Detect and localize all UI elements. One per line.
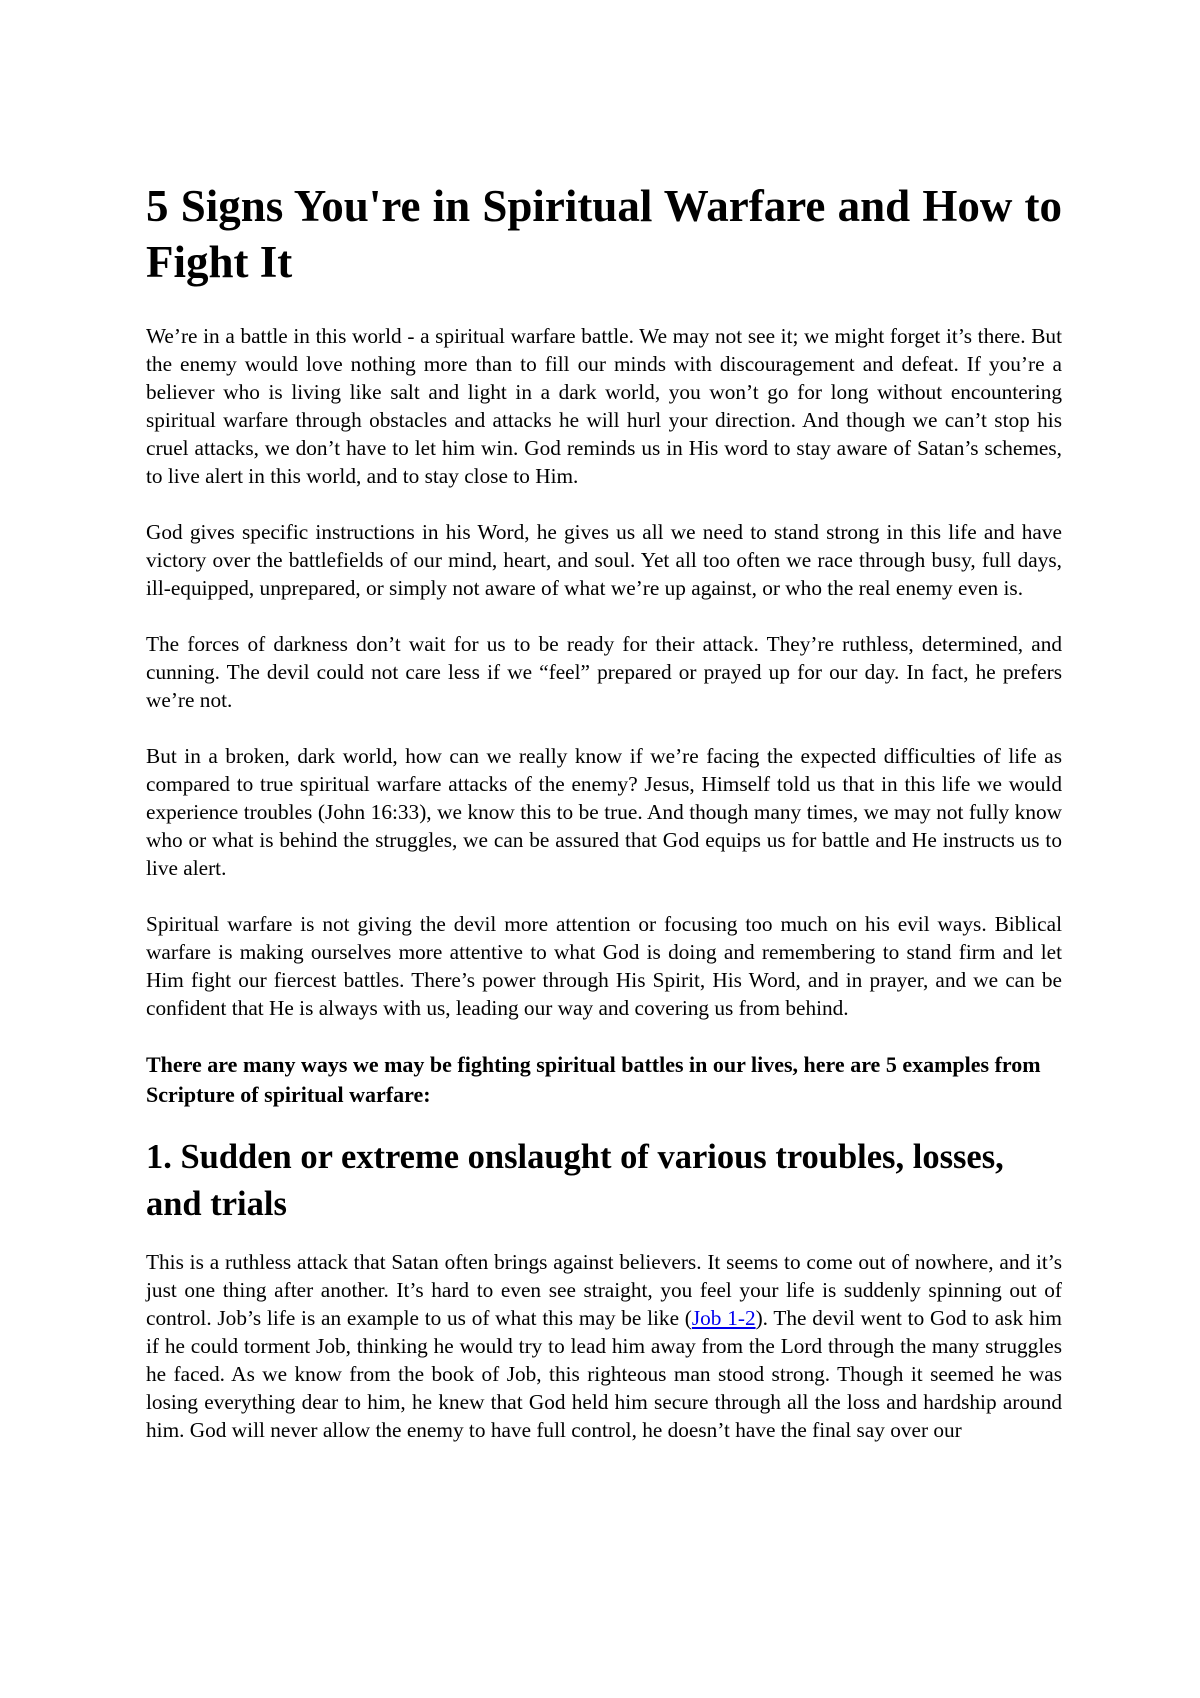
paragraph-broken-world: But in a broken, dark world, how can we really know if we’re facing the expected difficulties of life as compared to true spiritual warfare attacks of the enemy? Jesus, Himself told us that in this life we would experience troubles (John 16:33), we know this to be true. And though many times, we may not fully know who or what is behind the struggles, we can be assured that God equips us for battle and He instructs us to live alert. xyxy=(146,744,1062,880)
paragraph-instructions: God gives specific instructions in his Word, he gives us all we need to stand strong in this life and have victory over the battlefields of our mind, heart, and soul. Yet all too often we race through busy, full days, ill-equipped, unprepared, or simply not aware of what we’re up against, or who the real enemy even is. xyxy=(146,520,1062,600)
paragraph-spiritual-warfare: Spiritual warfare is not giving the devil more attention or focusing too much on his evil ways. Biblical warfare is making ourselves more attentive to what God is doing and remembering to stand firm and let Him fight our fiercest battles. There’s power through His Spirit, His Word, and in prayer, and we can be confident that He is always with us, leading our way and covering us from behind. xyxy=(146,912,1062,1020)
lead-statement: There are many ways we may be fighting spiritual battles in our lives, here are 5 examples from Scripture of spiritual warfare: xyxy=(146,1052,1041,1107)
section-1-text-before-link: This is a ruthless attack that Satan often brings against believers. It seems to come out of nowhere, and it’s just one thing after another. It’s hard to even see straight, you feel your life is suddenly spinning out of control. Job’s life is an example to us of what this may be like ( xyxy=(146,1250,1062,1330)
article-title: 5 Signs You're in Spiritual Warfare and How to Fight It xyxy=(146,181,1062,287)
scripture-link-job[interactable]: Job 1-2 xyxy=(691,1306,756,1330)
paragraph-forces-of-darkness: The forces of darkness don’t wait for us to be ready for their attack. They’re ruthless, determined, and cunning. The devil could not care less if we “feel” prepared or prayed up for our day. In fact, he prefers we’re not. xyxy=(146,632,1062,712)
section-1-text-after-link: ). The devil went to God to ask him if he could torment Job, thinking he would try to lead him away from the Lord through the many struggles he faced. As we know from the book of Job, this righteous man stood strong. Though it seemed he was losing everything dear to him, he knew that God held him secure through all the loss and hardship around him. God will never allow the enemy to have full control, he doesn’t have the final say over our xyxy=(146,1306,1062,1442)
paragraph-intro: We’re in a battle in this world - a spiritual warfare battle. We may not see it; we might forget it’s there. But the enemy would love nothing more than to fill our minds with discouragement and defeat. If you’re a believer who is living like salt and light in a dark world, you won’t go for long without encountering spiritual warfare through obstacles and attacks he will hurl your direction. And though we can’t stop his cruel attacks, we don’t have to let him win. God reminds us in His word to stay aware of Satan’s schemes, to live alert in this world, and to stay close to Him. xyxy=(146,324,1062,488)
section-heading-1: 1. Sudden or extreme onslaught of various troubles, losses, and trials xyxy=(146,1138,1004,1223)
section-1-paragraph xyxy=(146,1248,1062,1444)
document-page xyxy=(146,178,1062,1472)
